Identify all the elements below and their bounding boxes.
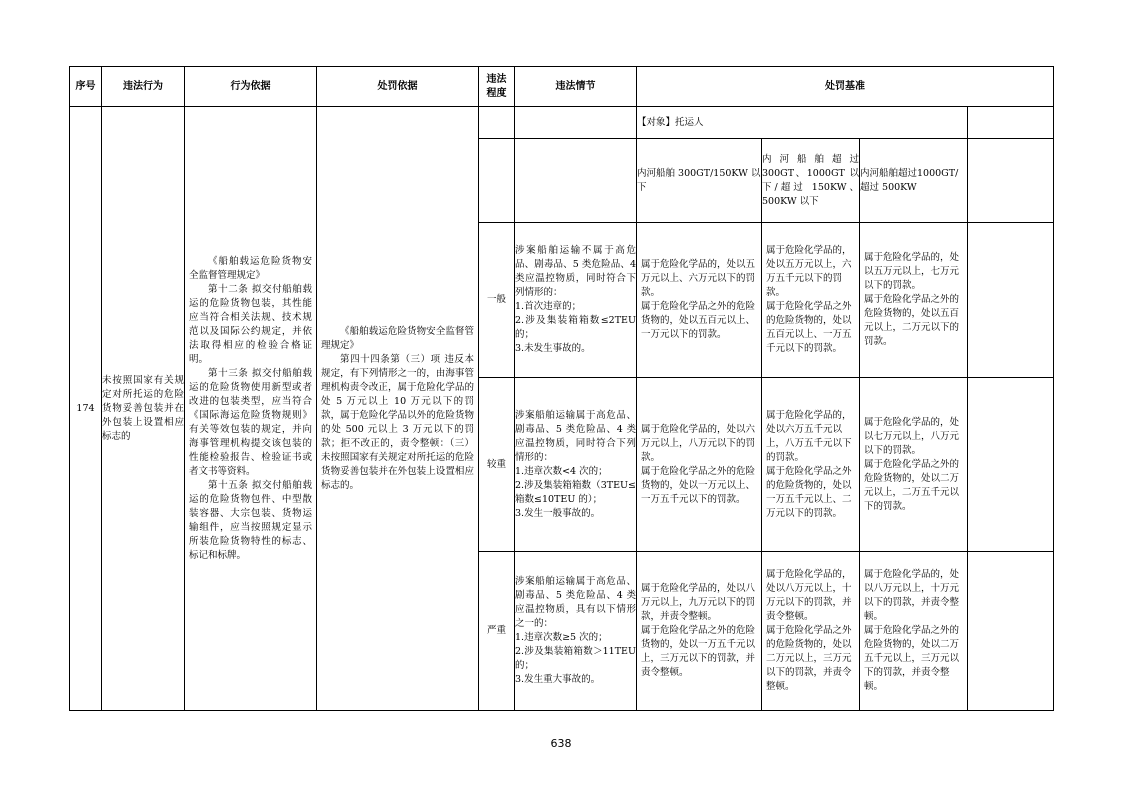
ship-category-large: 内河船舶超过1000GT/超过 500KW [860,139,968,223]
conduct-basis-text [185,255,316,563]
penalty-heavier-small [637,378,762,552]
severe-row-extra-empty [968,552,1054,711]
penalty-heavier-large [860,378,968,552]
penalty-severe-large-other: 属于危险化学品之外的危险货物的，处以二万五千元以上，三万元以下的罚款，并责令整顿。 [864,625,960,692]
degree-level-heavier: 较重 [479,378,515,552]
record-conduct-basis [185,107,317,711]
penalty-general-small-hazchem: 属于危险化学品的，处以五万元以上、六万元以下的罚款。 [641,259,756,298]
penalty-severe-medium-other: 属于危险化学品之外的危险货物的，处以二万元以上，三万元以下的罚款，并责令整顿。 [766,625,852,692]
header-penalty-basis: 处罚依据 [317,67,479,107]
object-row-circumstances-empty [515,107,637,139]
header-circumstances: 违法情节 [515,67,637,107]
ship-category-small: 内河船舶 300GT/150KW 以下 [637,139,762,223]
penalty-severe-large [860,552,968,711]
header-degree-line2: 程度 [486,87,507,99]
degree-level-general: 一般 [479,223,515,378]
header-violation: 违法行为 [102,67,185,107]
conduct-basis-article-15: 第十五条 拟交付船舶载运的危险货物包件、中型散装容器、大宗包装、货物运输组件，应当按照规定显示所装危险货物特性的标志、标记和标牌。 [189,479,312,561]
general-row-extra-empty [968,223,1054,378]
category-row-circumstances-empty [515,139,637,223]
penalty-severe-small [637,552,762,711]
penalty-general-medium-hazchem: 属于危险化学品的，处以五万元以上，六万五千元以下的罚款。 [766,245,852,298]
penalty-heavier-large-other: 属于危险化学品之外的危险货物的，处以二万元以上，二万五千元以下的罚款。 [864,458,960,512]
degree-level-severe: 严重 [479,552,515,711]
penalty-basis-article-44: 第四十四条第（三）项 违反本规定，有下列情形之一的，由海事管理机构责令改正，属于危险化学品的处 5 万元以上 10 万元以下的罚款，属于危险化学品以外的危险货物的处 500 元以上 3 万元以下的罚款；拒不改正的，责令整顿：（三）未按照国家有关规定对所托运的危险货物妥善包装并在外包装上设置相应标志的。 [321,353,474,491]
penalty-severe-medium [762,552,860,711]
penalty-heavier-small-other: 属于危险化学品之外的危险货物的，处以一万元以上、一万五千元以下的罚款。 [641,465,756,505]
category-row-extra-empty [968,139,1054,223]
penalty-general-large [860,223,968,378]
conduct-basis-article-13: 第十三条 拟交付船舶载运的危险货物使用新型或者改进的包装类型，应当符合《国际海运危险货物规则》有关等效包装的规定，并向海事管理机构提交该包装的性能检验报告、检验证书或者文书等资料。 [189,367,312,477]
conduct-basis-article-12: 第十二条 拟交付船舶载运的危险货物包装，其性能应当符合相关法规、技术规范以及国际公约规定，并依法取得相应的检验合格证明。 [189,283,312,365]
circumstances-general: 涉案船舶运输不属于高危品、剧毒品、5 类危险品、4 类应温控物质，同时符合下列情形的： 1.首次违章的； 2.涉及集装箱箱数≤2TEU的； 3.未发生事故的。 [515,223,637,378]
ship-category-medium: 内 河 船 舶 超 过 300GT、1000GT 以下/超过 150KW、500KW 以下 [762,139,860,223]
conduct-basis-title: 《船舶载运危险货物安全监督管理规定》 [189,255,312,281]
penalty-general-medium-other: 属于危险化学品之外的危险货物的，处以五百元以上、一万五千元以下的罚款。 [766,301,852,354]
penalty-general-large-hazchem: 属于危险化学品的，处以五万元以上，七万元以下的罚款。 [864,252,960,291]
penalty-heavier-large-hazchem: 属于危险化学品的，处以七万元以上，八万元以下的罚款。 [864,416,960,456]
header-row [70,67,1054,107]
object-row-extra-empty [968,107,1054,139]
penalty-severe-small-other: 属于危险化学品之外的危险货物的，处以一万五千元以上，三万元以下的罚款，并责令整顿。 [641,625,756,678]
object-row [70,107,1054,139]
category-row-degree-empty [479,139,515,223]
header-seq: 序号 [70,67,102,107]
object-row-degree-empty [479,107,515,139]
page-number: 638 [550,737,572,750]
record-seq: 174 [70,107,102,711]
penalty-heavier-medium-other: 属于危险化学品之外的危险货物的，处以一万五千元以上、二万元以下的罚款。 [766,465,852,519]
record-violation: 未按照国家有关规定对所托运的危险货物妥善包装并在外包装上设置相应标志的 [102,107,185,711]
penalty-basis-title: 《船舶载运危险货物安全监督管理规定》 [321,325,474,351]
header-conduct-basis: 行为依据 [185,67,317,107]
circumstances-severe: 涉案船舶运输属于高危品、剧毒品、5 类危险品、4 类应温控物质，具有以下情形之一的： 1.违章次数≥5 次的； 2.涉及集装箱箱数＞11TEU 的； 3.发生重大事故的。 [515,552,637,711]
penalty-general-small-other: 属于危险化学品之外的危险货物的，处以五百元以上、一万元以下的罚款。 [641,301,756,340]
penalty-heavier-medium-hazchem: 属于危险化学品的，处以六万五千元以上，八万五千元以下的罚款。 [766,409,852,463]
record-penalty-basis [317,107,479,711]
heavier-row-extra-empty [968,378,1054,552]
penalty-general-small [637,223,762,378]
penalty-severe-medium-hazchem: 属于危险化学品的，处以八万元以上，十万元以下的罚款，并责令整顿。 [766,569,852,622]
penalty-standard-table [69,66,1054,711]
penalty-general-medium [762,223,860,378]
penalty-heavier-small-hazchem: 属于危险化学品的，处以六万元以上，八万元以下的罚款。 [641,423,756,463]
header-penalty-standard: 处罚基准 [637,67,1054,107]
header-degree [479,67,515,107]
penalty-severe-large-hazchem: 属于危险化学品的，处以八万元以上，十万元以下的罚款，并责令整顿。 [864,569,960,622]
object-label: 【对象】托运人 [637,107,968,139]
penalty-general-large-other: 属于危险化学品之外的危险货物的，处以五百元以上，二万元以下的罚款。 [864,294,960,347]
penalty-severe-small-hazchem: 属于危险化学品的，处以八万元以上，九万元以下的罚款，并责令整顿。 [641,583,756,622]
header-degree-line1: 违法 [486,73,507,85]
penalty-basis-text [317,325,478,493]
penalty-heavier-medium [762,378,860,552]
circumstances-heavier: 涉案船舶运输属于高危品、剧毒品、5 类危险品、4 类应温控物质，同时符合下列情形的： 1.违章次数<4 次的； 2.涉及集装箱箱数（3TEU≤箱数≤10TEU 的）； 3.发生一般事故的。 [515,378,637,552]
